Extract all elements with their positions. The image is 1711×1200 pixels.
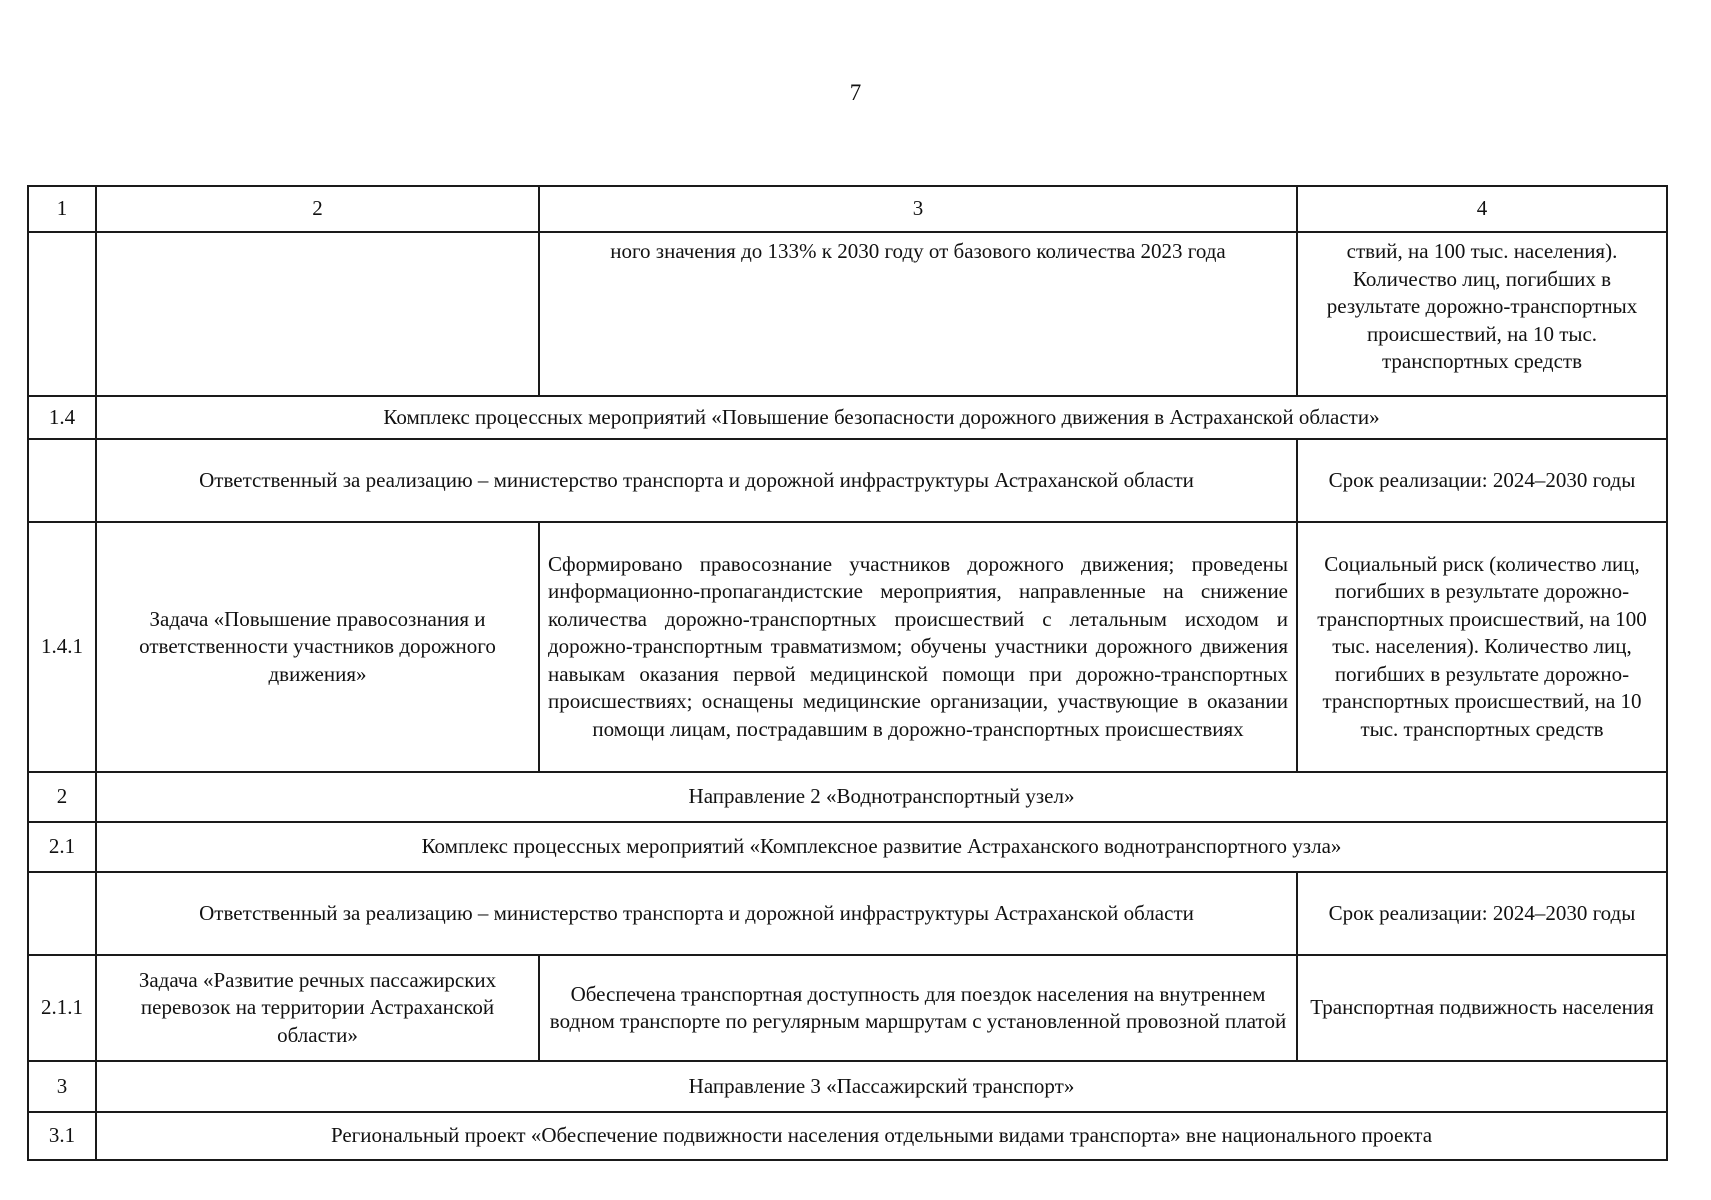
measures-table	[27, 185, 1668, 1161]
row-number-cell: 2.1.1	[28, 955, 96, 1061]
row-number-cell	[28, 872, 96, 955]
page-number: 7	[849, 80, 862, 105]
table-row	[28, 232, 1667, 396]
header-cell-3: 3	[539, 186, 1297, 232]
section-title-cell: Комплекс процессных мероприятий «Комплексное развитие Астраханского воднотранспортного узла»	[96, 822, 1667, 872]
indicator-cell: ствий, на 100 тыс. населения). Количество лиц, погибших в результате дорожно-транспортных происшествий, на 10 тыс. транспортных средств	[1297, 232, 1667, 396]
row-number-cell	[28, 232, 96, 396]
responsible-cell: Ответственный за реализацию – министерство транспорта и дорожной инфраструктуры Астраханской области	[96, 439, 1297, 522]
table-row	[28, 1061, 1667, 1112]
header-cell-4: 4	[1297, 186, 1667, 232]
task-cell: Задача «Развитие речных пассажирских перевозок на территории Астраханской области»	[96, 955, 539, 1061]
indicator-cell: Социальный риск (количество лиц, погибших в результате дорожно-транспортных происшествий, на 100 тыс. населения). Количество лиц, погибших в результате дорожно-транспортных происшествий, на 10 тыс. транспортных средств	[1297, 522, 1667, 772]
responsible-cell: Ответственный за реализацию – министерство транспорта и дорожной инфраструктуры Астраханской области	[96, 872, 1297, 955]
section-title-cell: Направление 3 «Пассажирский транспорт»	[96, 1061, 1667, 1112]
indicator-cell: Транспортная подвижность населения	[1297, 955, 1667, 1061]
row-number-cell: 1.4	[28, 396, 96, 439]
result-cell: Сформировано правосознание участников дорожного движения; проведены информационно-пропагандистские мероприятия, направленные на снижение количества дорожно-транспортных происшествий с летальным исходом и дорожно-транспортным травматизмом; обучены участники дорожного движения навыкам оказания первой медицинской помощи при дорожно-транспортных происшествиях; оснащены медицинские организации, участвующие в оказании помощи лицам, пострадавшим в дорожно-транспортных происшествиях	[539, 522, 1297, 772]
row-number-cell: 3.1	[28, 1112, 96, 1160]
table-row	[28, 772, 1667, 822]
table-row	[28, 822, 1667, 872]
task-cell	[96, 232, 539, 396]
table-row	[28, 439, 1667, 522]
table-row	[28, 955, 1667, 1061]
table-row	[28, 1112, 1667, 1160]
row-number-cell: 1.4.1	[28, 522, 96, 772]
row-number-cell: 2.1	[28, 822, 96, 872]
result-cell: Обеспечена транспортная доступность для поездок населения на внутреннем водном транспорте по регулярным маршрутам с установленной провозной платой	[539, 955, 1297, 1061]
row-number-cell	[28, 439, 96, 522]
section-title-cell: Комплекс процессных мероприятий «Повышение безопасности дорожного движения в Астраханской области»	[96, 396, 1667, 439]
header-cell-1: 1	[28, 186, 96, 232]
table-header-row	[28, 186, 1667, 232]
result-cell: ного значения до 133% к 2030 году от базового количества 2023 года	[539, 232, 1297, 396]
section-title-cell: Направление 2 «Воднотранспортный узел»	[96, 772, 1667, 822]
table-row	[28, 522, 1667, 772]
table-row	[28, 396, 1667, 439]
section-title-cell: Региональный проект «Обеспечение подвижности населения отдельными видами транспорта» вне национального проекта	[96, 1112, 1667, 1160]
table-row	[28, 872, 1667, 955]
row-number-cell: 3	[28, 1061, 96, 1112]
row-number-cell: 2	[28, 772, 96, 822]
term-cell: Срок реализации: 2024–2030 годы	[1297, 439, 1667, 522]
task-cell: Задача «Повышение правосознания и ответственности участников дорожного движения»	[96, 522, 539, 772]
term-cell: Срок реализации: 2024–2030 годы	[1297, 872, 1667, 955]
header-cell-2: 2	[96, 186, 539, 232]
